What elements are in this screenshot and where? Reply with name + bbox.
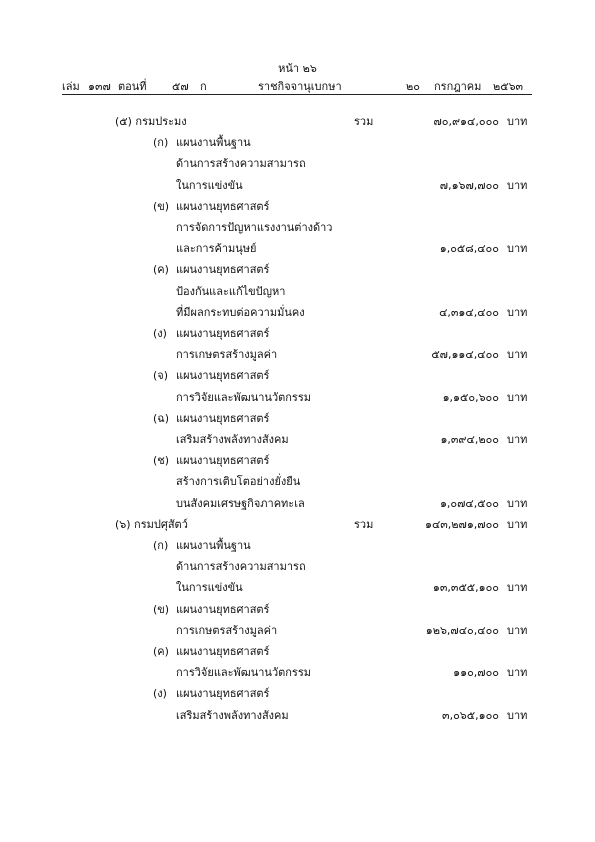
- department-total-amount: ๗๐,๙๑๔,๐๐๐: [433, 115, 499, 128]
- total-label: รวม: [354, 115, 374, 128]
- item-line: สร้างการเติบโตอย่างยั่งยืน: [176, 475, 301, 489]
- item-line: แผนงานยุทธศาสตร์: [176, 199, 270, 213]
- item-amount: ๑,๓๙๔,๒๐๐: [440, 433, 499, 446]
- item-letter: (ข): [153, 199, 170, 213]
- item-line: แผนงานยุทธศาสตร์: [176, 687, 270, 701]
- date-year: ๒๕๖๓: [493, 80, 524, 93]
- item-amount: ๑,๐๗๔,๕๐๐: [439, 496, 499, 510]
- item-letter: (ค): [153, 645, 169, 658]
- unit-label: บาท: [507, 666, 528, 680]
- unit-label: บาท: [507, 581, 528, 595]
- unit-label: บาท: [507, 623, 528, 637]
- item-line: เสริมสร้างพลังทางสังคม: [176, 433, 289, 446]
- item-line: แผนงานยุทธศาสตร์: [176, 602, 270, 616]
- item-line: ด้านการสร้างความสามารถ: [176, 157, 306, 171]
- item-letter: (ก): [153, 136, 169, 150]
- item-line: การวิจัยและพัฒนานวัตกรรม: [176, 666, 312, 680]
- volume-label: เล่ม: [62, 80, 80, 93]
- item-line: ป้องกันและแก้ไขปัญหา: [176, 284, 286, 298]
- unit-label: บาท: [507, 242, 528, 256]
- unit-label: บาท: [507, 178, 528, 192]
- item-line: การวิจัยและพัฒนานวัตกรรม: [176, 390, 312, 404]
- issue-number: ๕๗: [172, 80, 189, 93]
- item-line: ในการแข่งขัน: [176, 178, 243, 192]
- item-line: แผนงานยุทธศาสตร์: [176, 263, 270, 277]
- item-letter: (ค): [153, 263, 169, 277]
- unit-label: บาท: [507, 517, 528, 531]
- item-line: แผนงานยุทธศาสตร์: [176, 454, 270, 468]
- item-amount: ๔,๓๑๔,๔๐๐: [439, 305, 499, 319]
- unit-label: บาท: [507, 390, 528, 404]
- department-label: (๕) กรมประมง: [115, 115, 187, 128]
- date-day: ๒๐: [406, 80, 420, 93]
- item-letter: (ฉ): [153, 411, 170, 425]
- issue-letter: ก: [200, 80, 207, 93]
- item-letter: (ก): [153, 539, 169, 552]
- unit-label: บาท: [507, 433, 528, 446]
- publication-name: ราชกิจจานุเบกษา: [258, 80, 342, 93]
- item-line: แผนงานพื้นฐาน: [176, 539, 251, 552]
- issue-label: ตอนที่: [118, 80, 147, 93]
- unit-label: บาท: [507, 305, 528, 319]
- page-number: หน้า ๒๖: [278, 62, 317, 75]
- department-total-amount: ๑๔๓,๒๗๑,๗๐๐: [424, 517, 499, 531]
- item-line: การเกษตรสร้างมูลค่า: [176, 623, 278, 637]
- item-line: เสริมสร้างพลังทางสังคม: [176, 708, 289, 722]
- item-amount: ๑,๑๕๐,๖๐๐: [442, 390, 499, 404]
- item-letter: (ช): [153, 454, 170, 468]
- unit-label: บาท: [507, 496, 528, 510]
- item-amount: ๕๗,๑๑๔,๔๐๐: [431, 348, 499, 362]
- item-letter: (ข): [153, 602, 170, 616]
- unit-label: บาท: [507, 708, 528, 722]
- volume-number: ๑๓๗: [88, 80, 111, 93]
- item-amount: ๑๓,๓๕๕,๑๐๐: [432, 581, 499, 595]
- item-amount: ๗,๑๖๗,๗๐๐: [439, 178, 499, 192]
- item-amount: ๓,๐๖๕,๑๐๐: [442, 708, 499, 722]
- item-line: แผนงานยุทธศาสตร์: [176, 411, 270, 425]
- date-month: กรกฎาคม: [434, 80, 482, 93]
- item-line: บนสังคมเศรษฐกิจภาคทะเล: [176, 496, 305, 510]
- header-divider: [62, 94, 532, 95]
- item-line: แผนงานยุทธศาสตร์: [176, 369, 270, 383]
- item-line: แผนงานยุทธศาสตร์: [176, 645, 270, 658]
- item-amount: ๑๒๖,๗๔๐,๔๐๐: [425, 623, 499, 637]
- item-amount: ๑,๐๕๘,๔๐๐: [439, 242, 499, 256]
- item-line: ที่มีผลกระทบต่อความมั่นคง: [176, 305, 305, 319]
- item-line: การจัดการปัญหาแรงงานต่างด้าว: [176, 221, 333, 234]
- item-line: ในการแข่งขัน: [176, 581, 243, 595]
- item-line: แผนงานพื้นฐาน: [176, 136, 251, 150]
- total-label: รวม: [354, 517, 374, 531]
- item-letter: (ง): [153, 687, 167, 701]
- item-line: ด้านการสร้างความสามารถ: [176, 560, 306, 574]
- item-letter: (จ): [153, 369, 169, 383]
- unit-label: บาท: [507, 115, 528, 128]
- item-line: แผนงานยุทธศาสตร์: [176, 327, 270, 340]
- item-letter: (ง): [153, 327, 167, 340]
- unit-label: บาท: [507, 348, 528, 362]
- item-line: และการค้ามนุษย์: [176, 242, 257, 256]
- department-label: (๖) กรมปศุสัตว์: [115, 517, 188, 531]
- item-line: การเกษตรสร้างมูลค่า: [176, 348, 278, 362]
- item-amount: ๑๑๐,๗๐๐: [453, 666, 499, 680]
